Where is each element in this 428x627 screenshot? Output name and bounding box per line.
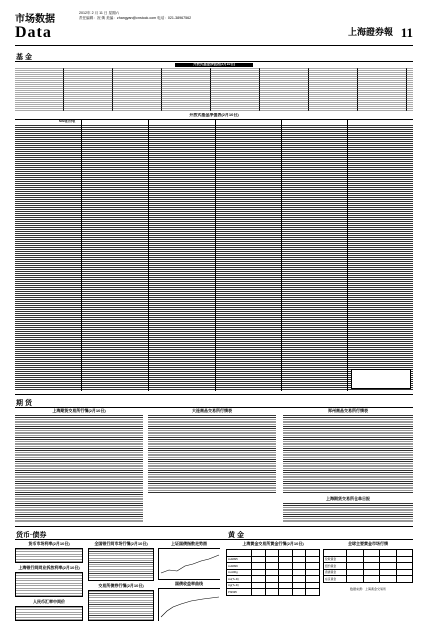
futures-warrant-table — [283, 496, 413, 523]
fund-main-table: NAV/累计净值 — [15, 119, 413, 391]
gold-table-title: 上海黄金交易所黄金行情(2月10日) — [242, 541, 304, 546]
fund-notes-box — [351, 369, 411, 389]
fund-mid-table-title: 开放式基金净值表(2月10日) — [189, 113, 239, 117]
futures-czce-table — [283, 408, 413, 493]
gold-intl-grid: 伦敦黄金 纽约黄金 香港黄金 东京黄金 — [323, 549, 413, 583]
futures-dce-table — [148, 408, 276, 523]
newspaper-logo: 上海證券報 — [347, 27, 393, 37]
page-number: 11 — [400, 25, 413, 40]
fund-mid-title-bar — [15, 113, 413, 118]
editor-line: 责任编辑：祝 嫣 美编：zhangyan@cnstock.com 电话：021-38967562 — [79, 16, 192, 20]
gold-intl-table — [323, 541, 413, 621]
section-title: 市场数据 — [15, 14, 55, 25]
fund-rule — [15, 61, 413, 62]
issue-date: 2012年 2 月 11 日 星期六 — [79, 11, 120, 15]
futures-table1-title: 上海期货交易所行情(2月10日) — [52, 408, 106, 413]
section-en-title: Data — [15, 24, 52, 41]
bond-index-chart-title: 上证国债指数走势图 — [171, 541, 207, 546]
fund-top-table-body — [15, 68, 413, 111]
bond-charts — [158, 541, 220, 621]
futures-table3-title: 郑州商品交易所行情表 — [328, 408, 368, 413]
bond-index-chart — [158, 548, 220, 580]
currency-section-title: 货币·债券 — [16, 532, 47, 539]
interbank-table: 全国银行间市场行情(2月10日) 交易所债券行情(2月10日) — [88, 541, 154, 621]
fund-top-table-title: 开放式基金净值表(2月10日) — [193, 63, 235, 66]
futures-shfe-table — [15, 408, 143, 523]
currency-rates-table: 货币市场利率(2月10日) 上海银行间同业拆放利率(2月10日) 人民币汇率中间价 — [15, 541, 83, 621]
futures-table2-title: 大连商品交易所行情表 — [192, 408, 232, 413]
futures-table4-title: 上海期货交易所仓单日报 — [326, 496, 370, 501]
yield-curve-chart — [158, 588, 220, 621]
gold-sge-table — [226, 541, 320, 621]
gold-section-title: 黄 金 — [228, 532, 244, 539]
gold-intl-title: 全球主要黄金市场行情 — [348, 541, 388, 546]
gold-note: 数据来源：上海黄金交易所 — [349, 587, 386, 591]
fund-top-table — [15, 63, 413, 111]
page-header — [15, 8, 413, 44]
futures-section-title: 期 货 — [16, 400, 32, 407]
yield-curve-chart-title: 国债收益率曲线 — [175, 581, 203, 586]
gold-sge-grid: Au9995 Au9999 Au100g Au(T+D) Ag(T+D) Pt9995 — [226, 549, 320, 596]
header-rule — [15, 45, 413, 46]
fund-section-title: 基 金 — [16, 54, 32, 61]
header-meta — [79, 11, 191, 21]
